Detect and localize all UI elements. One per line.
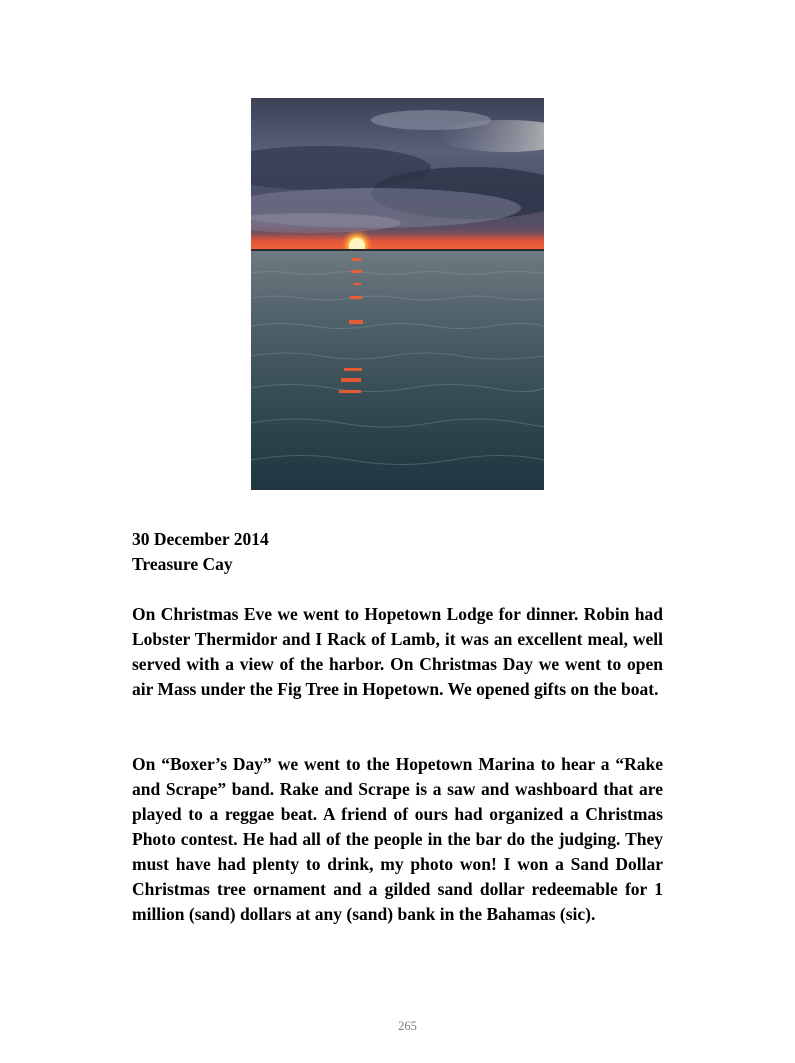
paragraph-christmas: On Christmas Eve we went to Hopetown Lodge for dinner. Robin had Lobster Thermidor and I Rack of Lamb, it was an excellent meal, well served with a view of the harbor. On Christmas Day we went to open air Mass under the Fig Tree in Hopetown. We opened gifts on the boat. — [132, 604, 663, 699]
paragraph-boxers-day: On “Boxer’s Day” we went to the Hopetown Marina to hear a “Rake and Scrape” band. Rake and Scrape is a saw and washboard that are played to a reggae beat. A friend of ours had organized a Christmas Photo contest. He had all of the people in the bar do the judging. They must have had plenty to drink, my photo won! I won a Sand Dollar Christmas tree ornament and a gilded sand dollar redeemable for 1 million (sand) dollars at any (sand) bank in the Bahamas (sic). — [132, 754, 663, 924]
entry-location: Treasure Cay — [132, 554, 233, 574]
entry-date: 30 December 2014 — [132, 529, 269, 549]
sunset-photo — [251, 98, 544, 490]
sunset-over-water-icon — [251, 98, 544, 490]
page-number: 265 — [398, 1019, 417, 1033]
